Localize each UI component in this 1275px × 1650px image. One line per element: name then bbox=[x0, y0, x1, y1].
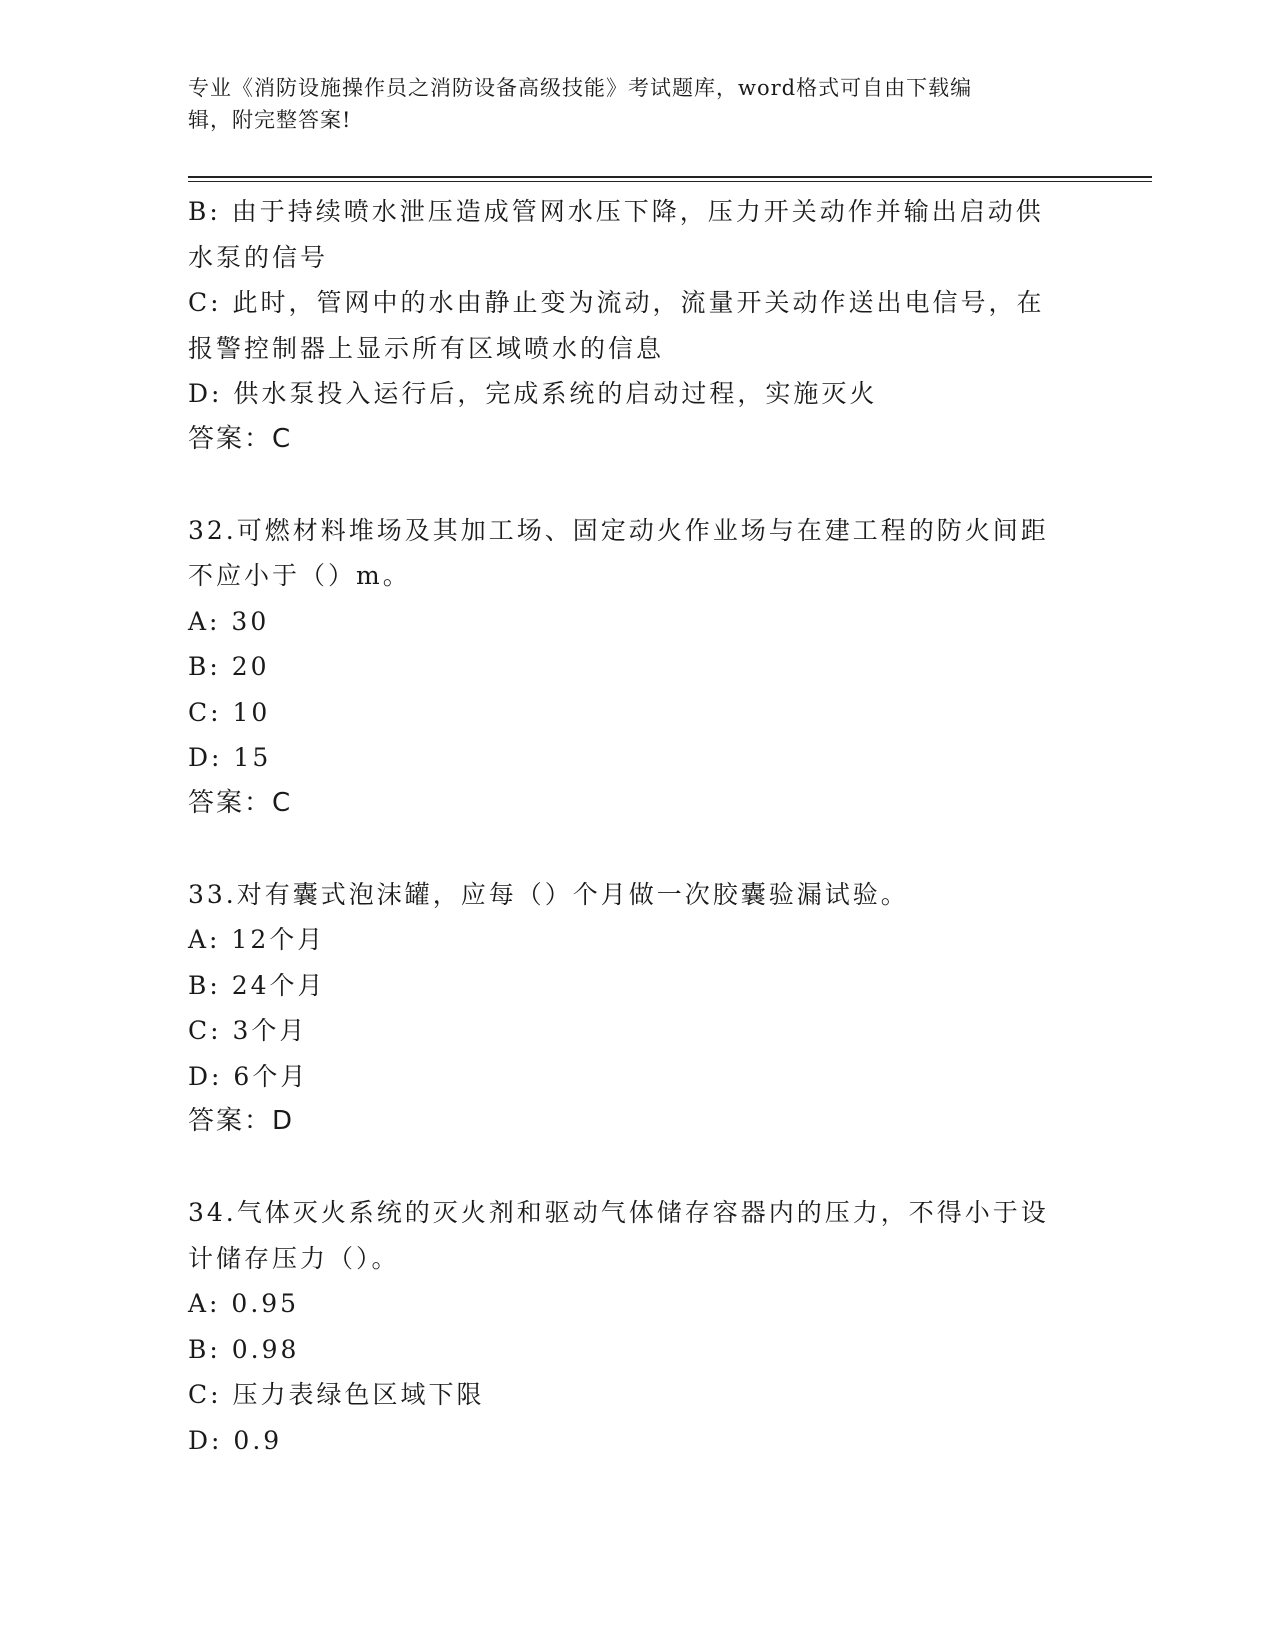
option-b: B: 20 bbox=[188, 652, 270, 681]
option-d: D: 15 bbox=[188, 743, 272, 772]
answer-label: 答案：D bbox=[188, 1106, 295, 1136]
document-header bbox=[188, 72, 1068, 136]
header-line-1: 专业《消防设施操作员之消防设备高级技能》考试题库，word格式可自由下载编 bbox=[188, 76, 973, 100]
option-c: C: 10 bbox=[188, 697, 271, 727]
option-c: C: 3个月 bbox=[188, 1016, 308, 1045]
option-b: B: 24个月 bbox=[188, 970, 326, 1000]
header-divider-thin bbox=[188, 181, 1152, 182]
header-divider-thick bbox=[188, 176, 1152, 178]
question-stem-line-2: 不应小于（）m。 bbox=[188, 561, 411, 590]
question-34 bbox=[188, 1190, 1088, 1463]
option-c: C: 压力表绿色区域下限 bbox=[188, 1380, 485, 1409]
question-stem-line-1: 34.气体灭火系统的灭火剂和驱动气体储存容器内的压力，不得小于设 bbox=[188, 1198, 1049, 1227]
question-stem-line-2: 计储存压力（）。 bbox=[188, 1243, 400, 1273]
answer-label: 答案：C bbox=[188, 787, 293, 818]
spacer bbox=[188, 462, 1088, 508]
spacer bbox=[188, 826, 1088, 872]
spacer bbox=[188, 1145, 1088, 1191]
question-stem-line-1: 32.可燃材料堆场及其加工场、固定动火作业场与在建工程的防火间距 bbox=[188, 515, 1049, 545]
option-a: A: 0.95 bbox=[188, 1289, 300, 1318]
option-b-line-1: B: 由于持续喷水泄压造成管网水压下降，压力开关动作并输出启动供 bbox=[188, 197, 1044, 226]
option-a: A: 12个月 bbox=[188, 925, 326, 954]
option-d: D: 6个月 bbox=[188, 1061, 309, 1091]
question-32 bbox=[188, 508, 1088, 827]
option-c-line-2: 报警控制器上显示所有区域喷水的信息 bbox=[188, 333, 665, 363]
option-d: D: 供水泵投入运行后，完成系统的启动过程，实施灭火 bbox=[188, 379, 878, 408]
question-content bbox=[188, 189, 1088, 1463]
option-c-line-1: C: 此时，管网中的水由静止变为流动，流量开关动作送出电信号，在 bbox=[188, 288, 1045, 317]
option-b-line-2: 水泵的信号 bbox=[188, 242, 329, 272]
option-b: B: 0.98 bbox=[188, 1334, 300, 1364]
option-a: A: 30 bbox=[188, 606, 270, 636]
question-31-continued bbox=[188, 189, 1088, 462]
option-d: D: 0.9 bbox=[188, 1425, 283, 1455]
header-line-2: 辑，附完整答案! bbox=[188, 108, 352, 132]
question-33 bbox=[188, 872, 1088, 1145]
answer-label: 答案：C bbox=[188, 423, 293, 454]
question-stem-line-1: 33.对有囊式泡沫罐，应每（）个月做一次胶囊验漏试验。 bbox=[188, 879, 909, 909]
